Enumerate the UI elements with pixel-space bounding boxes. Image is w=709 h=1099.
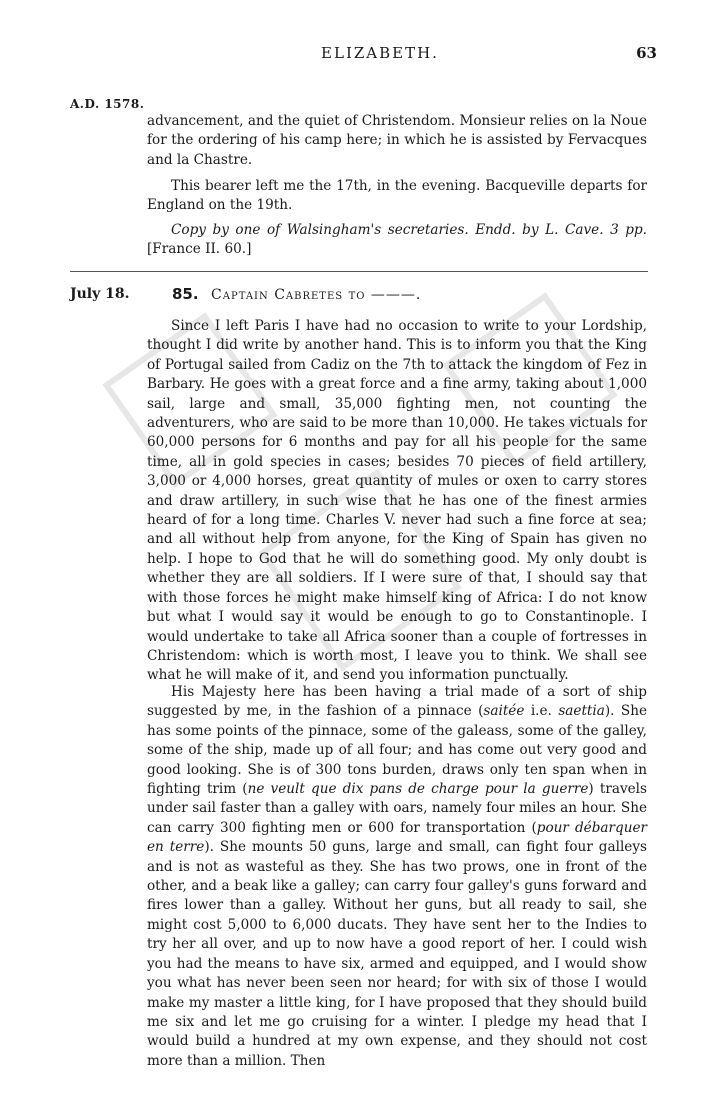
letter-paragraph-1 (147, 317, 647, 686)
source-note (147, 221, 647, 260)
continuation-paragraph (147, 112, 647, 170)
p2-part-5: ). She mounts 50 guns, large and small, can fight four galleys and is not as wasteful as they. She has two prows, one in front of the other, and a beak like a galley; can carry four galley's guns forward and fires lower than a galley. Without her guns, but all ready to sail, she might cost 5,000 to 6,000 ducats. They have sent her to the Indies to try her all over, and up to now have a good report of her. I could wish you had the means to have six, armed and equipped, and I would show you what has never been seen nor heard; for with six of those I would make my master a little king, for I have proposed that they should build me six and let me go cruising for a winter. I pledge my head that I would build a hundred at my own expense, and they should not cost more than a million. Then (147, 839, 647, 1069)
p2-part-4: ) travels under sail faster than a galley with oars, namely four miles an hour. She can carry 300 fighting men or 600 for transportation ( (147, 781, 647, 836)
p2-part-1: His Majesty here has been having a trial made of a sort of ship suggested by me, in the fashion of a pinnace ( (147, 684, 647, 720)
p2-part-3: ). She has some points of the pinnace, some of the galeass, some of the galley, some of the ship, made up of all four; and has come out very good and good looking. She is of 300 tons burden, draws only ten span when in fighting trim ( (147, 703, 648, 798)
p2-italic-1: saitée (483, 703, 525, 720)
running-head (0, 44, 709, 74)
margin-year: A.D. 1578. (70, 97, 145, 111)
p2-italic-3: ne veult que dix pans de charge pour la guerre (247, 781, 589, 798)
source-note-ref: [France II. 60.] (147, 241, 252, 258)
page-number: 63 (636, 44, 657, 62)
letter-paragraph-2 (147, 683, 647, 1071)
entry-title: Captain Cabretes to ———. (211, 287, 422, 303)
p2-italic-4: pour débarquer en terre (147, 819, 648, 856)
margin-entry-date: July 18. (70, 286, 130, 302)
paragraph-1-text: Since I left Paris I have had no occasion to write to your Lordship, thought I did write by another hand. This is to inform you that the King of Portugal sailed from Cadiz on the 7th to attack the kingdom of Fez in Barbary. He goes with a great force and a fine army, taking about 1,000 sail, large and small, 35,000 fighting men, not counting the adventurers, who are said to be more than 10,000. He takes victuals for 60,000 persons for 6 months and pay for all his people for the same time, all in gold species in cases; besides 70 pieces of field artillery, 3,000 or 4,000 horses, great quantity of mules or oxen to carry stores and draw artillery, in such wise that he has one of the finest armies heard of for a long time. Charles V. never had such a fine force at sea; and all without help from anyone, for the King of Spain has given no help. I hope to God that he will do something good. My only doubt is whether they are all soldiers. If I were sure of that, I should say that with those forces he might make himself king of Africa: I do not know but what I would say it would be enough to go to Constantinople. I would undertake to take all Africa sooner than a couple of fortresses in Christendom: which is worth most, I leave you to think. We shall see what he will make of it, and send you information punctually. (147, 318, 647, 684)
running-title: ELIZABETH. (321, 44, 439, 62)
bearer-text: This bearer left me the 17th, in the evening. Bacqueville departs for England on the 19th. (147, 178, 647, 214)
p2-part-2: i.e. (524, 703, 559, 720)
source-note-text: Copy by one of Walsingham's secretaries. Endd. by L. Cave. 3 pp. (171, 222, 647, 238)
entry-number: 85. (172, 285, 199, 303)
bearer-paragraph (147, 177, 647, 216)
entry-heading (172, 285, 421, 303)
continuation-text: advancement, and the quiet of Christendom. Monsieur relies on la Noue for the ordering of his camp here; in which he is assisted by Fervacques and la Chastre. (147, 113, 647, 168)
p2-italic-2: saettia (558, 703, 605, 720)
paragraph-2-text (147, 683, 647, 1071)
section-divider (70, 271, 648, 272)
